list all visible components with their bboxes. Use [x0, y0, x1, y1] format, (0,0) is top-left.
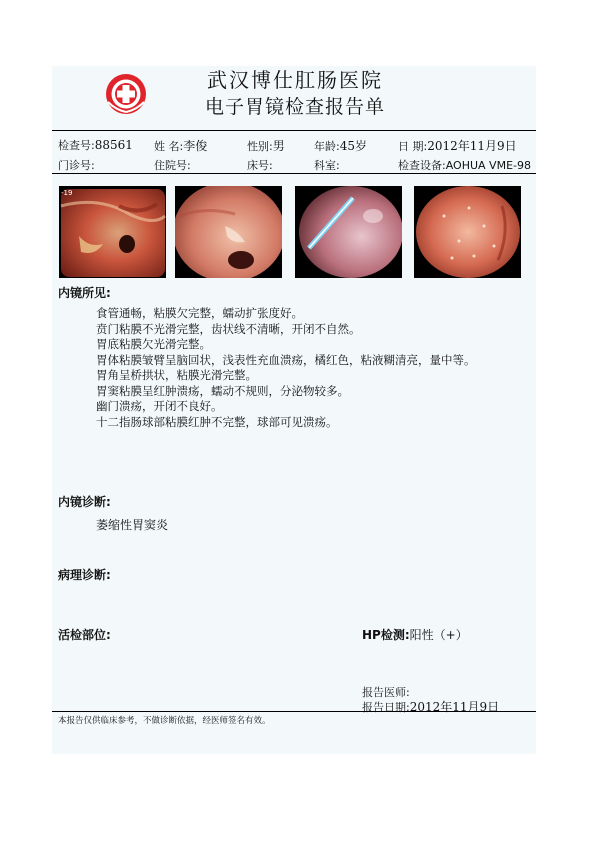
biopsy-site-label: 活检部位: — [58, 628, 111, 642]
disclaimer-text: 本报告仅供临床参考，不做诊断依据，经医师签名有效。 — [58, 716, 271, 726]
findings-line: 胃底粘膜欠光滑完整。 — [96, 337, 211, 351]
diagnosis-text: 萎缩性胃窦炎 — [96, 518, 169, 532]
findings-line: 胃窦粘膜呈红肿溃疡，蠕动不规则，分泌物较多。 — [96, 383, 349, 398]
findings-line: 十二指肠球部粘膜红肿不完整，球部可见溃疡。 — [96, 414, 338, 429]
report-doctor-field: 报告医师: — [362, 686, 410, 699]
findings-line: 食管通畅，粘膜欠完整，蠕动扩张度好。 — [96, 306, 303, 320]
hp-test-field — [362, 626, 468, 643]
findings-line: 贲门粘膜不光滑完整，齿状线不清晰，开闭不自然。 — [96, 321, 361, 336]
report-title: 电子胃镜检查报告单 — [204, 96, 385, 118]
device-field: 检查设备:AOHUA VME-98 — [398, 159, 531, 172]
endoscopy-image-2 — [175, 186, 282, 278]
check-number-field: 检查号:88561 — [58, 138, 133, 152]
patient-name-field: 姓 名:李俊 — [154, 139, 208, 153]
endoscopy-image-4 — [414, 186, 521, 278]
report-date-field: 报告日期:2012年11月9日 — [362, 700, 500, 714]
findings-line: 胃体粘膜皱臂呈脑回状，浅表性充血溃疡，橘红色，粘液糊清亮，量中等。 — [96, 352, 476, 367]
header-divider — [52, 130, 536, 131]
inpatient-number-field: 住院号: — [154, 159, 191, 172]
hospital-name: 武汉博仕肛肠医院 — [207, 68, 383, 92]
hospital-logo-icon — [104, 72, 148, 116]
pathology-label: 病理诊断: — [58, 568, 111, 582]
footer-divider — [52, 711, 536, 712]
patient-age-field: 年龄:45岁 — [314, 139, 367, 153]
bed-number-field: 床号: — [247, 159, 273, 172]
patient-sex-field: 性别:男 — [247, 139, 285, 153]
outpatient-number-field: 门诊号: — [58, 159, 95, 172]
exam-date-field: 日 期:2012年11月9日 — [398, 139, 517, 153]
hp-test-result: 阳性（+） — [409, 628, 468, 642]
findings-line: 幽门溃疡，开闭不良好。 — [96, 399, 223, 413]
diagnosis-label: 内镜诊断: — [58, 495, 111, 509]
info-divider — [52, 173, 536, 174]
department-field: 科室: — [314, 159, 340, 172]
findings-text — [96, 306, 476, 430]
image-overlay-text: -19 — [61, 189, 73, 197]
hp-test-label: HP检测: — [362, 628, 410, 642]
findings-line: 胃角呈桥拱状，粘膜光滑完整。 — [96, 368, 257, 382]
findings-label: 内镜所见: — [58, 286, 111, 300]
endoscopy-image-1 — [59, 186, 166, 278]
endoscopy-image-3 — [295, 186, 402, 278]
